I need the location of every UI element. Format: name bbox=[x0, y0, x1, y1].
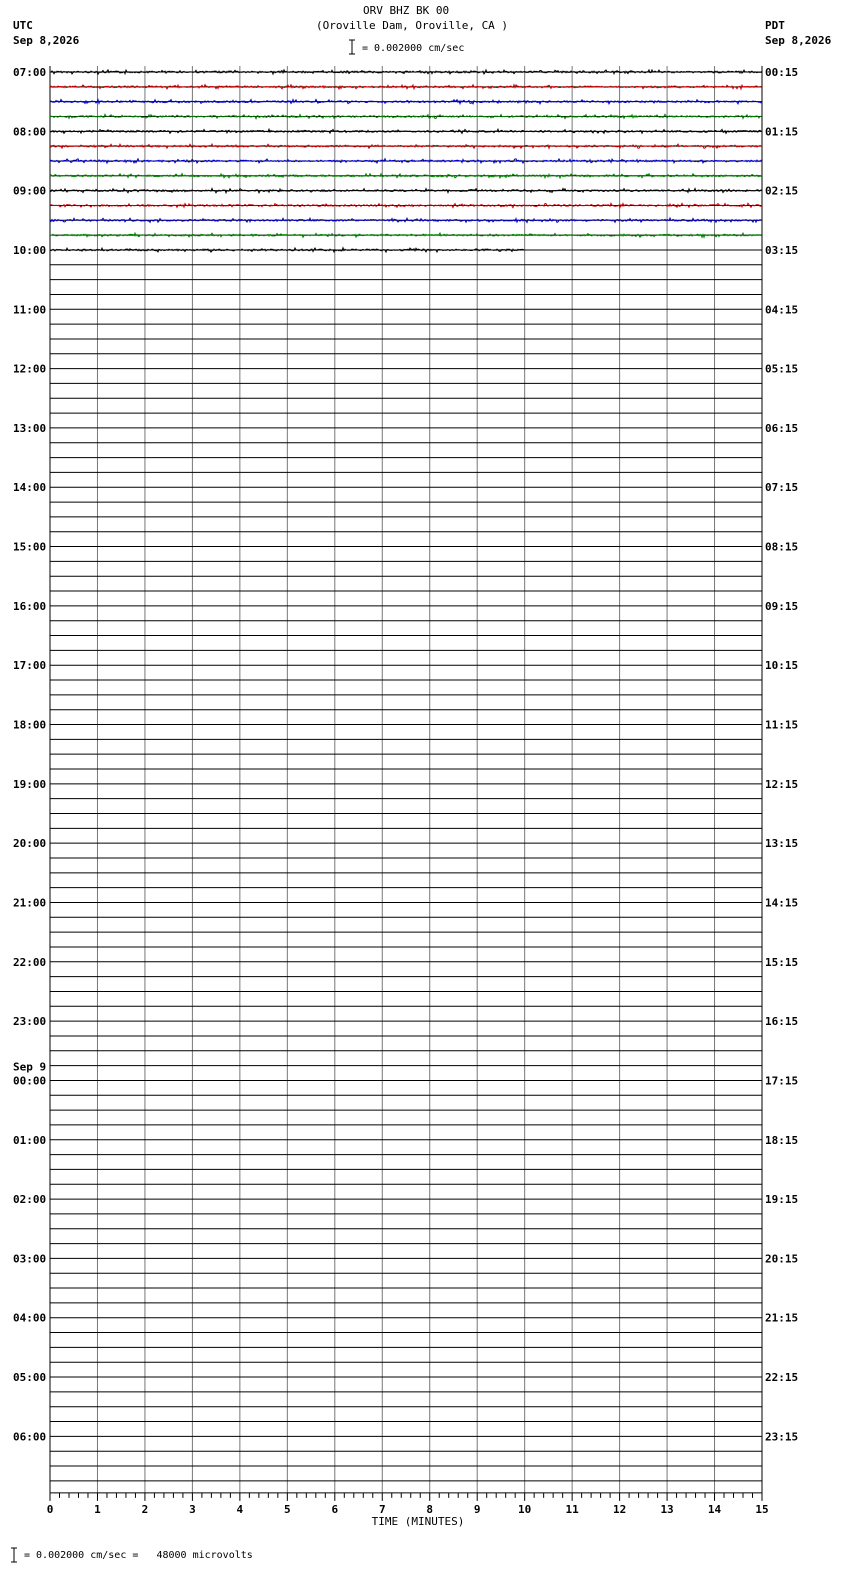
pdt-hour-label: 23:15 bbox=[765, 1430, 799, 1444]
x-tick-label: 6 bbox=[331, 1502, 339, 1516]
pdt-hour-label: 01:15 bbox=[765, 125, 799, 139]
x-axis-label: TIME (MINUTES) bbox=[371, 1514, 465, 1528]
header-scale-text: = 0.002000 cm/sec bbox=[362, 43, 465, 54]
utc-hour-label: 09:00 bbox=[13, 184, 47, 198]
seismic-trace bbox=[50, 218, 762, 222]
utc-hour-label: 00:00 bbox=[13, 1074, 47, 1088]
x-tick-label: 8 bbox=[426, 1502, 434, 1516]
pdt-hour-label: 21:15 bbox=[765, 1311, 799, 1325]
utc-hour-label: 10:00 bbox=[13, 243, 47, 257]
left-timezone: UTC bbox=[13, 19, 33, 32]
seismic-trace bbox=[50, 189, 762, 193]
pdt-hour-label: 20:15 bbox=[765, 1252, 799, 1266]
pdt-hour-label: 19:15 bbox=[765, 1193, 799, 1207]
utc-hour-label: 22:00 bbox=[13, 955, 47, 969]
utc-hour-label: 08:00 bbox=[13, 125, 47, 139]
date-change-label: Sep 9 bbox=[13, 1060, 47, 1074]
utc-hour-label: 14:00 bbox=[13, 481, 47, 495]
seismic-trace bbox=[50, 159, 762, 163]
pdt-hour-label: 04:15 bbox=[765, 303, 799, 317]
utc-hour-label: 15:00 bbox=[13, 540, 47, 554]
utc-hour-label: 07:00 bbox=[13, 66, 47, 79]
utc-hour-label: 01:00 bbox=[13, 1133, 47, 1147]
utc-hour-label: 21:00 bbox=[13, 896, 47, 910]
pdt-hour-label: 16:15 bbox=[765, 1015, 799, 1029]
pdt-hour-label: 15:15 bbox=[765, 955, 799, 969]
station-location: (Oroville Dam, Oroville, CA ) bbox=[316, 19, 509, 32]
utc-hour-label: 17:00 bbox=[13, 659, 47, 673]
x-tick-label: 4 bbox=[236, 1502, 244, 1516]
pdt-hour-label: 18:15 bbox=[765, 1133, 799, 1147]
pdt-hour-label: 06:15 bbox=[765, 421, 799, 435]
left-date: Sep 8,2026 bbox=[13, 34, 80, 47]
x-tick-label: 15 bbox=[755, 1502, 769, 1516]
utc-hour-label: 19:00 bbox=[13, 777, 47, 791]
utc-hour-label: 20:00 bbox=[13, 837, 47, 851]
x-tick-label: 2 bbox=[141, 1502, 149, 1516]
pdt-hour-label: 02:15 bbox=[765, 184, 799, 198]
scale-bar-icon bbox=[349, 40, 355, 54]
pdt-hour-label: 08:15 bbox=[765, 540, 799, 554]
utc-hour-label: 12:00 bbox=[13, 362, 47, 376]
pdt-hour-label: 11:15 bbox=[765, 718, 799, 732]
pdt-hour-label: 03:15 bbox=[765, 243, 799, 257]
utc-hour-label: 11:00 bbox=[13, 303, 47, 317]
x-tick-label: 3 bbox=[189, 1502, 196, 1516]
utc-hour-label: 16:00 bbox=[13, 599, 47, 613]
x-tick-label: 1 bbox=[94, 1502, 101, 1516]
pdt-hour-label: 09:15 bbox=[765, 599, 799, 613]
x-tick-label: 9 bbox=[473, 1502, 481, 1516]
utc-hour-label: 05:00 bbox=[13, 1371, 47, 1385]
pdt-hour-label: 07:15 bbox=[765, 481, 799, 495]
utc-hour-label: 23:00 bbox=[13, 1015, 47, 1029]
utc-hour-label: 13:00 bbox=[13, 421, 47, 435]
utc-hour-label: 04:00 bbox=[13, 1311, 47, 1325]
utc-hour-label: 06:00 bbox=[13, 1430, 47, 1444]
x-tick-label: 13 bbox=[660, 1502, 674, 1516]
x-tick-label: 14 bbox=[707, 1502, 722, 1516]
seismic-trace bbox=[50, 114, 762, 118]
pdt-hour-label: 10:15 bbox=[765, 659, 799, 673]
right-timezone: PDT bbox=[765, 19, 785, 32]
pdt-hour-label: 22:15 bbox=[765, 1371, 799, 1385]
pdt-hour-label: 00:15 bbox=[765, 66, 799, 79]
pdt-hour-label: 13:15 bbox=[765, 837, 799, 851]
seismic-trace bbox=[50, 203, 762, 207]
station-title: ORV BHZ BK 00 bbox=[363, 4, 450, 17]
pdt-hour-label: 05:15 bbox=[765, 362, 799, 376]
seismic-trace bbox=[50, 129, 762, 133]
x-tick-label: 12 bbox=[612, 1502, 627, 1516]
pdt-hour-label: 17:15 bbox=[765, 1074, 799, 1088]
pdt-hour-label: 14:15 bbox=[765, 896, 799, 910]
x-tick-label: 7 bbox=[378, 1502, 386, 1516]
x-tick-label: 10 bbox=[518, 1502, 532, 1516]
seismic-trace bbox=[50, 233, 762, 237]
pdt-hour-label: 12:15 bbox=[765, 777, 799, 791]
right-date: Sep 8,2026 bbox=[765, 34, 832, 47]
utc-hour-label: 02:00 bbox=[13, 1193, 47, 1207]
utc-hour-label: 03:00 bbox=[13, 1252, 47, 1266]
x-tick-label: 0 bbox=[46, 1502, 54, 1516]
x-tick-label: 11 bbox=[565, 1502, 579, 1516]
x-tick-label: 5 bbox=[284, 1502, 291, 1516]
footer-scale-bar-icon bbox=[11, 1548, 17, 1562]
utc-hour-label: 18:00 bbox=[13, 718, 47, 732]
footer-scale-text: = 0.002000 cm/sec = 48000 microvolts bbox=[24, 1550, 253, 1561]
